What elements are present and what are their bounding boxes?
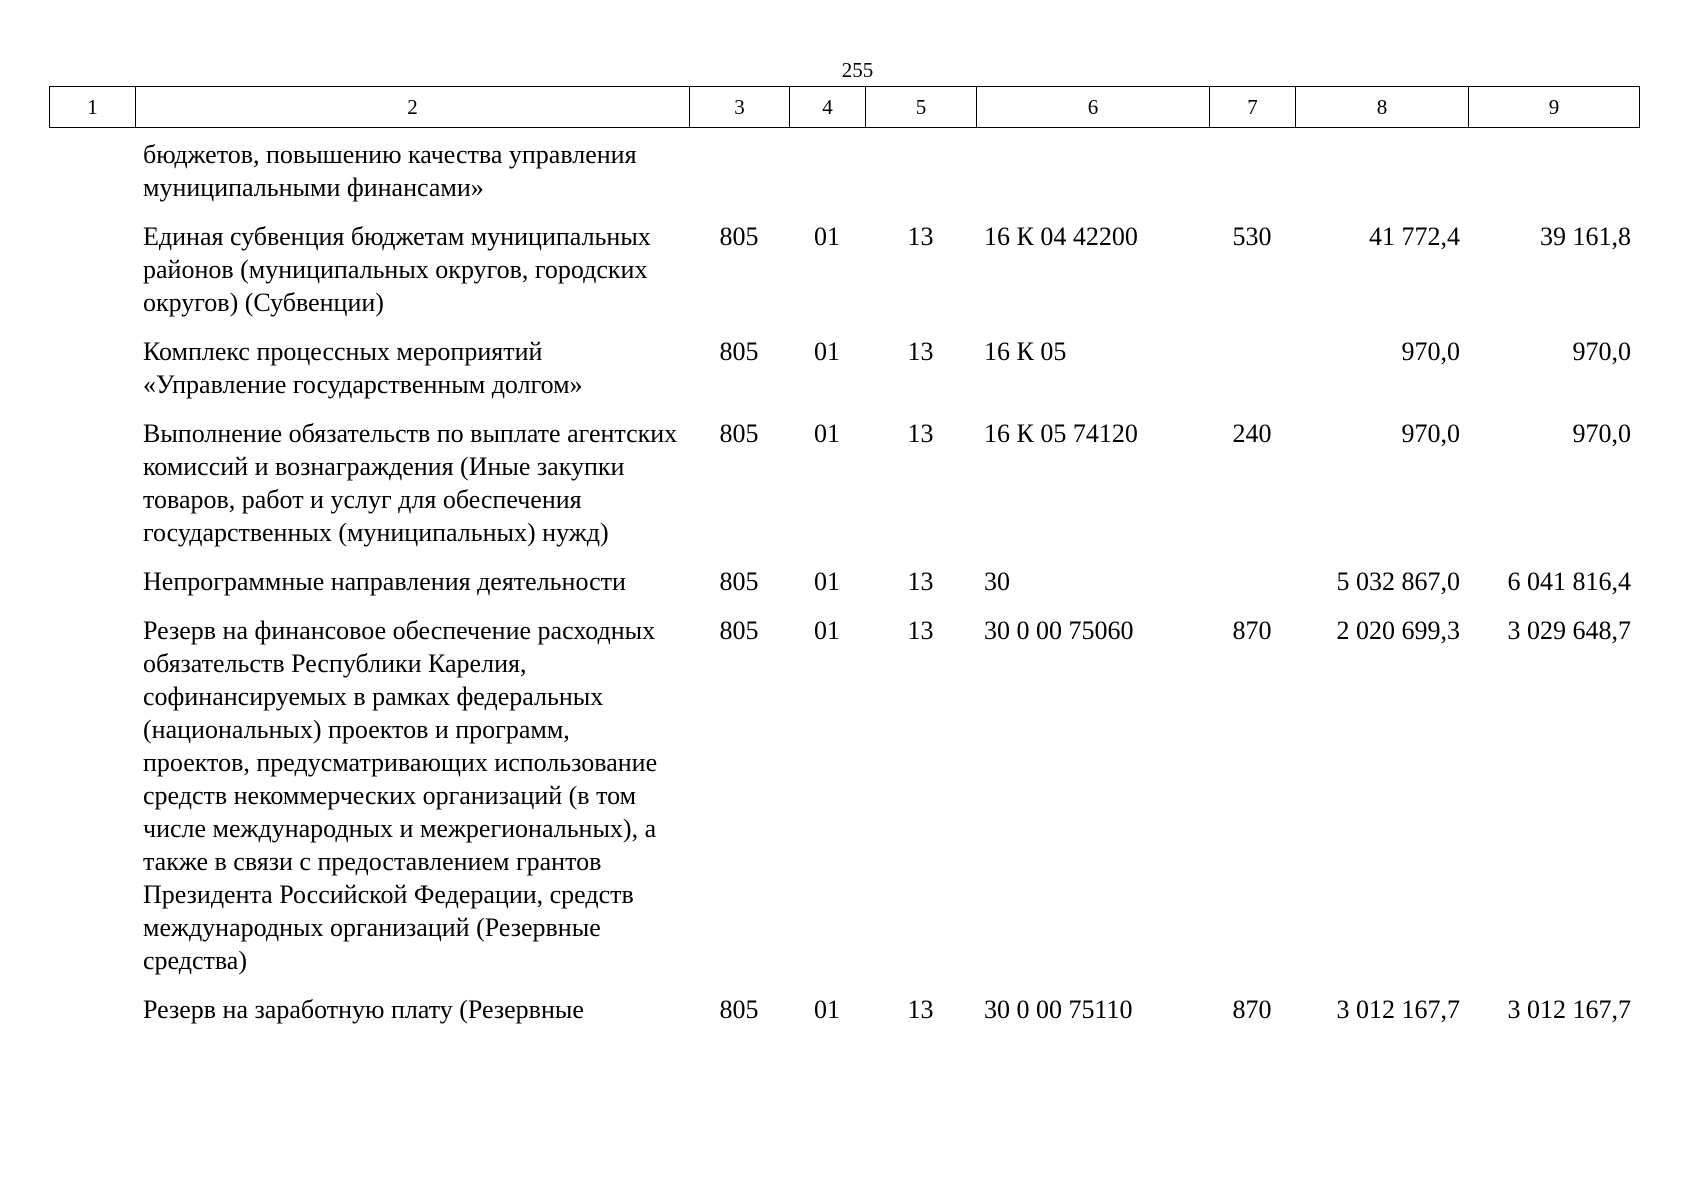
page-number: 255 [841, 58, 874, 82]
row-col-5: 13 [907, 419, 934, 448]
table-row [49, 565, 1639, 614]
table-row [49, 220, 1639, 335]
row-col-4: 01 [814, 222, 840, 251]
row-col-4: 01 [814, 616, 840, 645]
row-col-4: 01 [814, 995, 840, 1024]
row-col-8: 5 032 867,0 [1336, 567, 1460, 596]
column-header-7: 7 [1210, 87, 1296, 128]
column-header-4: 4 [790, 87, 866, 128]
table-row [49, 417, 1639, 565]
row-col-9: 3 029 648,7 [1507, 616, 1631, 645]
row-col-6: 16 К 05 74120 [984, 419, 1138, 448]
table-row [49, 138, 1639, 220]
row-col-7 [1209, 138, 1295, 220]
row-col-5: 13 [907, 567, 934, 596]
row-col-5: 13 [907, 616, 934, 645]
row-col-9: 6 041 816,4 [1507, 567, 1631, 596]
row-col-9: 39 161,8 [1540, 222, 1631, 251]
row-col-3: 805 [719, 419, 759, 448]
row-col-5 [865, 138, 976, 220]
row-col-4: 01 [814, 419, 840, 448]
row-col-7 [1209, 565, 1295, 614]
row-name: Резерв на финансовое обеспечение расходных обязательств Республики Карелия, софинансируемых в рамках федеральных (национальных) проектов и программ, проектов, предусматривающих использование средств некоммерческих организаций (в том числе международных и межрегиональных), а также в связи с предоставлением грантов Президента Российской Федерации, средств международных организаций (Резервные средства) [143, 616, 658, 975]
column-header-1: 1 [50, 87, 136, 128]
column-header-table [49, 86, 1640, 128]
row-name: Непрограммные направления деятельности [143, 567, 626, 596]
row-name: Единая субвенция бюджетам муниципальных районов (муниципальных округов, городских округов) (Субвенции) [143, 222, 651, 317]
row-col-9: 970,0 [1572, 419, 1631, 448]
row-col-4 [789, 138, 865, 220]
row-col-8: 3 012 167,7 [1336, 995, 1460, 1024]
row-col-6 [976, 138, 1209, 220]
row-name: бюджетов, повышению качества управления муниципальными финансами» [143, 140, 637, 202]
column-header-6: 6 [977, 87, 1210, 128]
row-col-5: 13 [907, 222, 934, 251]
row-col-5: 13 [907, 337, 934, 366]
row-col-6: 30 [984, 567, 1010, 596]
row-col-9: 970,0 [1572, 337, 1631, 366]
table-row [49, 335, 1639, 417]
row-col-8: 2 020 699,3 [1336, 616, 1460, 645]
column-header-9: 9 [1469, 87, 1640, 128]
row-name: Комплекс процессных мероприятий «Управление государственным долгом» [143, 337, 583, 399]
row-col-3: 805 [719, 222, 759, 251]
column-header-5: 5 [866, 87, 977, 128]
table-row [49, 993, 1639, 1042]
row-col-4: 01 [814, 567, 840, 596]
row-col-6: 30 0 00 75110 [984, 995, 1133, 1024]
row-col-3: 805 [719, 337, 759, 366]
row-col-7: 870 [1232, 995, 1272, 1024]
row-name: Выполнение обязательств по выплате агентских комиссий и вознаграждения (Иные закупки товаров, работ и услуг для обеспечения государственных (муниципальных) нужд) [143, 419, 678, 547]
row-col-7: 240 [1232, 419, 1272, 448]
row-col-5: 13 [907, 995, 934, 1024]
column-header-row [50, 87, 1640, 128]
row-col-3: 805 [719, 616, 759, 645]
row-col-9: 3 012 167,7 [1507, 995, 1631, 1024]
row-col-8 [1295, 138, 1468, 220]
row-col-7: 530 [1232, 222, 1272, 251]
row-col-8: 970,0 [1401, 337, 1460, 366]
row-col-3: 805 [719, 995, 759, 1024]
budget-table-body [49, 138, 1639, 1042]
row-col-7 [1209, 335, 1295, 417]
column-header-8: 8 [1296, 87, 1469, 128]
row-col-9 [1468, 138, 1639, 220]
row-name: Резерв на заработную плату (Резервные [143, 995, 584, 1024]
row-col-3 [689, 138, 789, 220]
row-col-6: 16 К 04 42200 [984, 222, 1138, 251]
column-header-2: 2 [136, 87, 690, 128]
table-row [49, 614, 1639, 993]
row-col-4: 01 [814, 337, 840, 366]
row-col-8: 970,0 [1401, 419, 1460, 448]
row-col-6: 16 К 05 [984, 337, 1067, 366]
column-header-3: 3 [690, 87, 790, 128]
row-col-3: 805 [719, 567, 759, 596]
row-col-6: 30 0 00 75060 [984, 616, 1134, 645]
row-col-8: 41 772,4 [1369, 222, 1460, 251]
row-col-7: 870 [1232, 616, 1272, 645]
